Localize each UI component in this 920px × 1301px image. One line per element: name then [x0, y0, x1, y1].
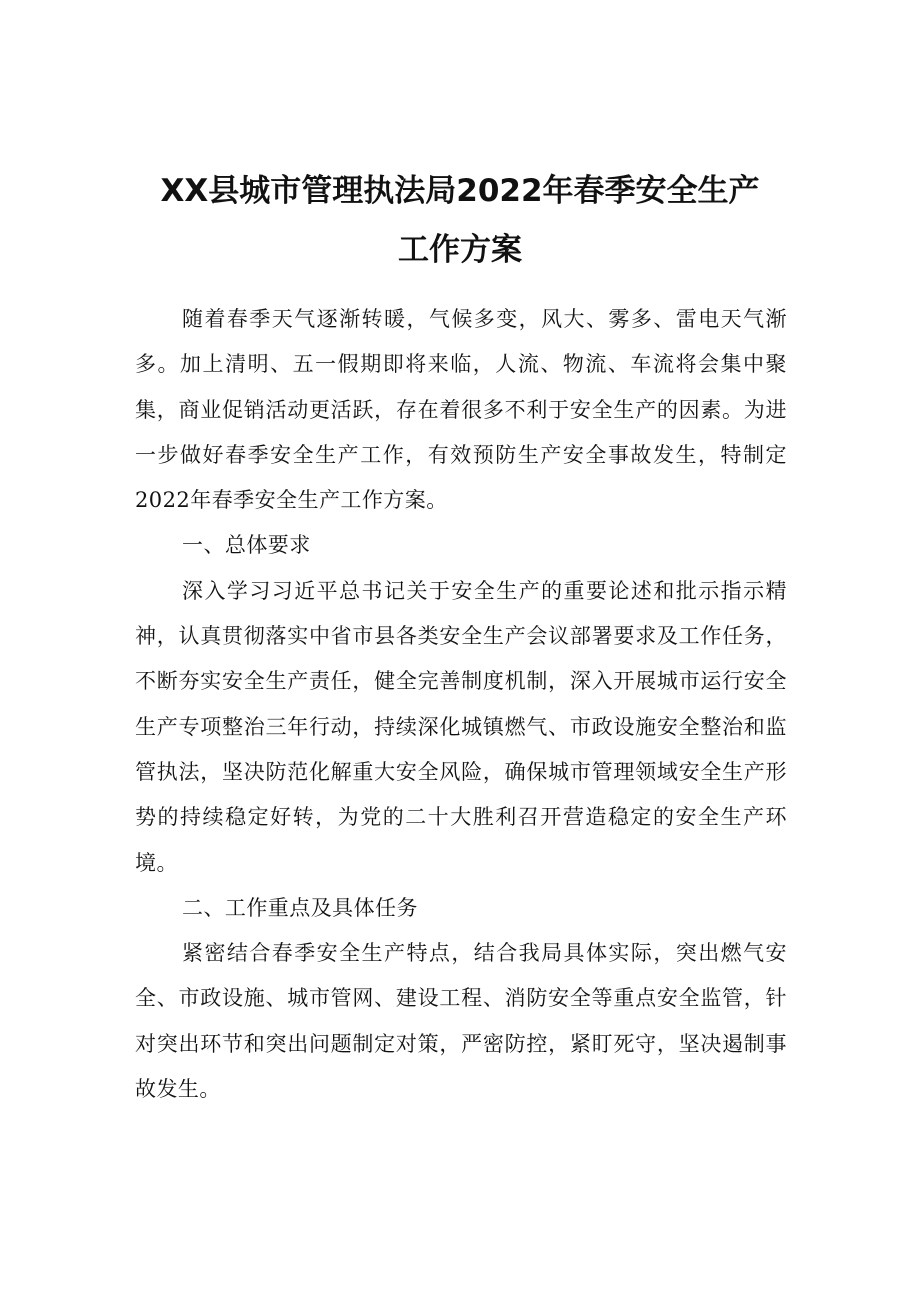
- document-title-line-2: 工作方案: [398, 232, 522, 268]
- section-1-heading: 一、总体要求: [182, 533, 311, 558]
- section-2-heading: 二、工作重点及具体任务: [182, 895, 418, 920]
- intro-paragraph: 随着春季天气逐渐转暖，气候多变，风大、雾多、雷电天气渐多。加上清明、五一假期即将来临，人流、物流、车流将会集中聚集，商业促销活动更活跃，存在着很多不利于安全生产的因素。为进一步做好春季安全生产工作，有效预防生产安全事故发生，特制定2022年春季安全生产工作方案。: [135, 307, 787, 513]
- section-2-paragraph: 紧密结合春季安全生产特点，结合我局具体实际，突出燃气安全、市政设施、城市管网、建设工程、消防安全等重点安全监管，针对突出环节和突出问题制定对策，严密防控，紧盯死守，坚决遏制事故发生。: [135, 941, 787, 1102]
- document-body: [135, 297, 787, 1112]
- section-1-paragraph: 深入学习习近平总书记关于安全生产的重要论述和批示指示精神，认真贯彻落实中省市县各类安全生产会议部署要求及工作任务，不断夯实安全生产责任，健全完善制度机制，深入开展城市运行安全生产专项整治三年行动，持续深化城镇燃气、市政设施安全整治和监管执法，坚决防范化解重大安全风险，确保城市管理领域安全生产形势的持续稳定好转，为党的二十大胜利召开营造稳定的安全生产环境。: [135, 578, 787, 875]
- document-title-line-1: XX县城市管理执法局2022年春季安全生产: [160, 173, 760, 209]
